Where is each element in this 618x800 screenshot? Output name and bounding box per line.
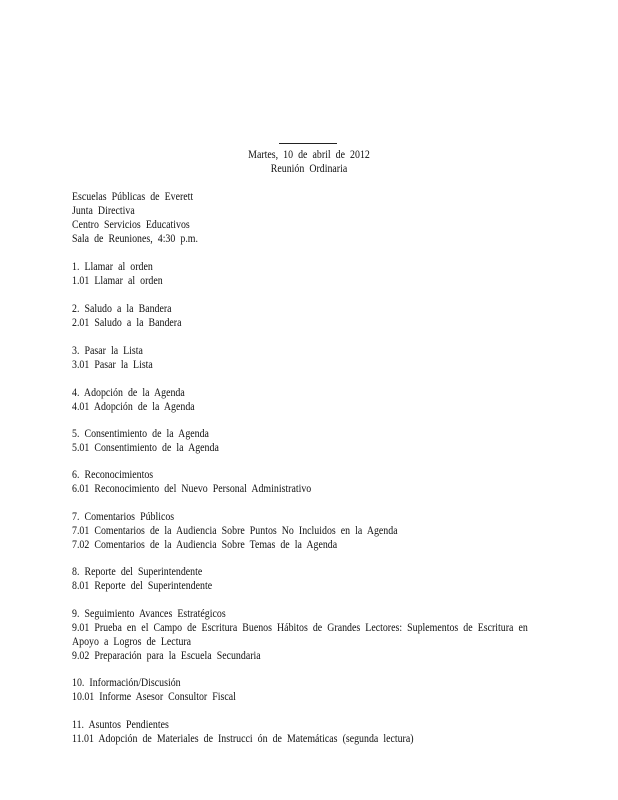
agenda-section-1 <box>72 260 476 288</box>
section-title: 6. Reconocimientos <box>72 469 154 481</box>
info-district: Escuelas Públicas de Everett <box>72 191 194 203</box>
agenda-item: 7.01 Comentarios de la Audiencia Sobre Puntos No Incluidos en la Agenda <box>72 525 398 537</box>
agenda-section-6 <box>72 468 476 496</box>
agenda-section-7 <box>72 510 476 552</box>
agenda-item: 4.01 Adopción de la Agenda <box>72 401 195 413</box>
agenda-section-4 <box>72 386 476 414</box>
agenda-section-11 <box>72 718 476 746</box>
agenda-section-2 <box>72 302 476 330</box>
agenda-item: 5.01 Consentimiento de la Agenda <box>72 442 219 454</box>
section-title: 8. Reporte del Superintendente <box>72 566 203 578</box>
section-title: 10. Información/Discusión <box>72 677 181 689</box>
agenda-section-8 <box>72 565 476 593</box>
section-title: 9. Seguimiento Avances Estratégicos <box>72 608 226 620</box>
agenda-item: 2.01 Saludo a la Bandera <box>72 317 182 329</box>
section-title: 2. Saludo a la Bandera <box>72 303 172 315</box>
meeting-info <box>72 190 476 246</box>
info-room-time: Sala de Reuniones, 4:30 p.m. <box>72 233 198 245</box>
info-board: Junta Directiva <box>72 205 135 217</box>
agenda-item: 1.01 Llamar al orden <box>72 275 163 287</box>
section-title: 11. Asuntos Pendientes <box>72 719 169 731</box>
section-title: 7. Comentarios Públicos <box>72 511 175 523</box>
agenda-item: 3.01 Pasar la Lista <box>72 359 153 371</box>
agenda-item: 9.02 Preparación para la Escuela Secundaria <box>72 650 261 662</box>
agenda-item: 9.01 Prueba en el Campo de Escritura Buenos Hábitos de Grandes Lectores: Suplementos de Escritura en Apoyo a Logros de Lectura <box>72 622 528 648</box>
section-title: 5. Consentimiento de la Agenda <box>72 428 209 440</box>
agenda-item: 7.02 Comentarios de la Audiencia Sobre Temas de la Agenda <box>72 539 338 551</box>
signature-line <box>279 143 337 144</box>
agenda-item: 6.01 Reconocimiento del Nuevo Personal Administrativo <box>72 483 312 495</box>
info-center: Centro Servicios Educativos <box>72 219 190 231</box>
section-title: 3. Pasar la Lista <box>72 345 143 357</box>
agenda-section-5 <box>72 427 476 455</box>
agenda-section-10 <box>72 676 476 704</box>
agenda-item: 10.01 Informe Asesor Consultor Fiscal <box>72 691 236 703</box>
section-title: 4. Adopción de la Agenda <box>72 387 185 399</box>
agenda-item: 11.01 Adopción de Materiales de Instrucci ón de Matemáticas (segunda lectura) <box>72 733 414 745</box>
agenda-item: 8.01 Reporte del Superintendente <box>72 580 213 592</box>
meeting-date: Martes, 10 de abril de 2012 <box>248 149 370 161</box>
meeting-type: Reunión Ordinaria <box>270 163 348 175</box>
agenda-section-9 <box>72 607 528 663</box>
agenda-section-3 <box>72 344 476 372</box>
section-title: 1. Llamar al orden <box>72 261 153 273</box>
